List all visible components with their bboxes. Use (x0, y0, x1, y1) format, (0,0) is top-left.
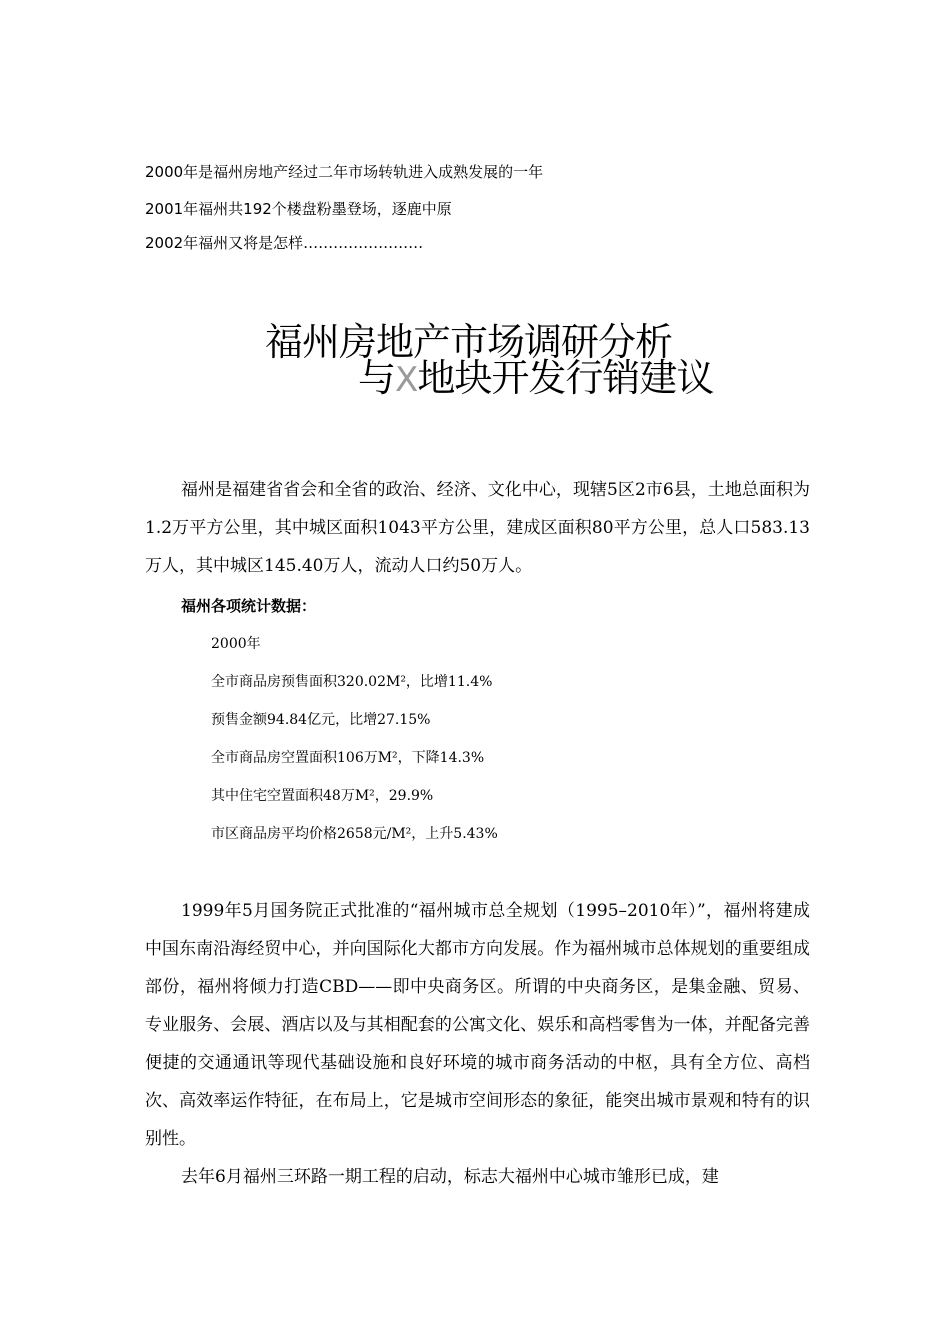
stat-year: 2000年 (211, 636, 261, 652)
title-line-2 (358, 356, 713, 402)
stat-average-price: 市区商品房平均价格2658元/M²，上升5.43% (211, 826, 498, 842)
stat-presale-area: 全市商品房预售面积320.02M²，比增11.4% (211, 674, 493, 690)
intro-line-2000: 2000年是福州房地产经过二年市场转轨进入成熟发展的一年 (145, 163, 544, 181)
stat-vacant-area: 全市商品房空置面积106万M²，下降14.3% (211, 750, 485, 766)
title-placeholder-marker: X (395, 360, 418, 400)
intro-line-2002: 2002年福州又将是怎样…………………… (145, 234, 424, 252)
paragraph-overview: 福州是福建省省会和全省的政治、经济、文化中心，现辖5区2市6县，土地总面积为1.2万平方公里，其中城区面积1043平方公里，建成区面积80平方公里，总人口583.13万人，其中城区145.40万人，流动人口约50万人。 (145, 480, 810, 576)
stat-presale-amount: 预售金额94.84亿元，比增27.15% (211, 712, 431, 728)
stat-residential-vacant: 其中住宅空置面积48万M²，29.9% (211, 788, 434, 804)
paragraph-cbd: 1999年5月国务院正式批准的“福州城市总全规划（1995–2010年）”，福州将建成中国东南沿海经贸中心，并向国际化大都市方向发展。作为福州城市总体规划的重要组成部份，福州将倾力打造CBD——即中央商务区。所谓的中央商务区，是集金融、贸易、专业服务、会展、酒店以及与其相配套的公寓文化、娱乐和高档零售为一体，并配备完善便捷的交通通讯等现代基础设施和良好环境的城市商务活动的中枢，具有全方位、高档次、高效率运作特征，在布局上，它是城市空间形态的象征，能突出城市景观和特有的识别性。 (145, 901, 810, 1149)
title-line-2-prefix: 与 (358, 356, 396, 400)
stats-heading: 福州各项统计数据： (181, 597, 317, 615)
intro-line-2001: 2001年福州共192个楼盘粉墨登场，逐鹿中原 (145, 200, 452, 218)
paragraph-ring-road: 去年6月福州三环路一期工程的启动，标志大福州中心城市雏形已成，建 (181, 1167, 719, 1187)
title-line-2-suffix: 地块开发行销建议 (417, 356, 714, 400)
title-line-1: 福州房地产市场调研分析 (265, 320, 673, 364)
